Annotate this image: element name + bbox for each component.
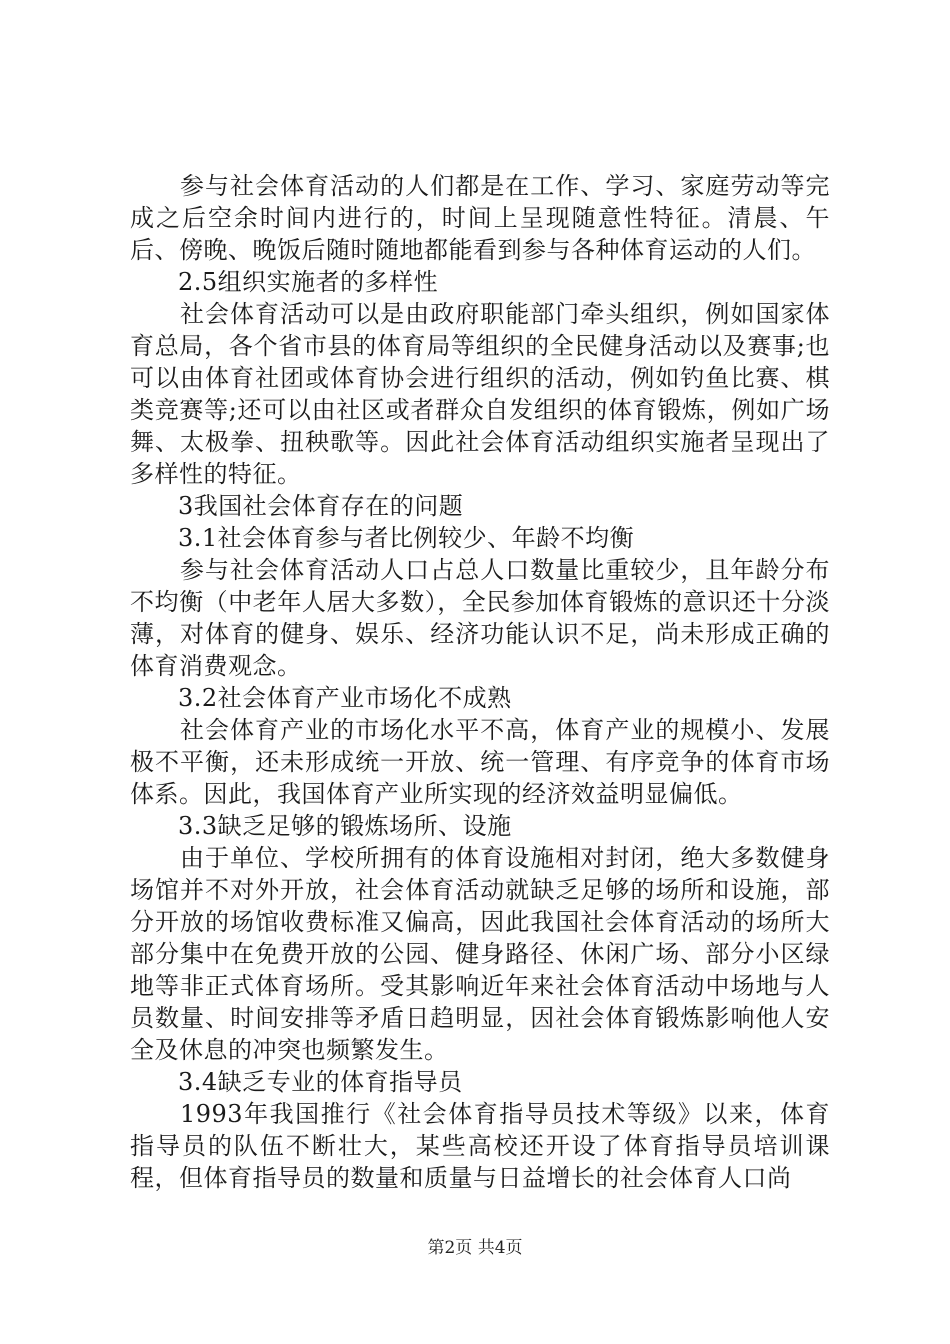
paragraph: 参与社会体育活动的人们都是在工作、学习、家庭劳动等完成之后空余时间内进行的，时间上呈现随意性特征。清晨、午后、傍晚、晚饭后随时随地都能看到参与各种体育运动的人们。 [130,172,830,264]
section-heading: 3.1社会体育参与者比例较少、年龄不均衡 [178,524,635,552]
paragraph: 参与社会体育活动人口占总人口数量比重较少，且年龄分布不均衡（中老年人居大多数），全民参加体育锻炼的意识还十分淡薄，对体育的健身、娱乐、经济功能认识不足，尚未形成正确的体育消费观念。 [130,556,830,680]
page-footer [0,1238,950,1258]
section-heading: 3.4缺乏专业的体育指导员 [178,1068,463,1096]
paragraph: 社会体育产业的市场化水平不高，体育产业的规模小、发展极不平衡，还未形成统一开放、统一管理、有序竞争的体育市场体系。因此，我国体育产业所实现的经济效益明显偏低。 [130,716,830,808]
document-body [130,170,830,1194]
section-heading: 2.5组织实施者的多样性 [178,268,439,296]
page-number: 第2页 共4页 [427,1238,523,1258]
section-heading: 3.2社会体育产业市场化不成熟 [178,684,512,712]
section-heading: 3我国社会体育存在的问题 [178,492,464,520]
paragraph: 由于单位、学校所拥有的体育设施相对封闭，绝大多数健身场馆并不对外开放，社会体育活动就缺乏足够的场所和设施，部分开放的场馆收费标准又偏高，因此我国社会体育活动的场所大部分集中在免费开放的公园、健身路径、休闲广场、部分小区绿地等非正式体育场所。受其影响近年来社会体育活动中场地与人员数量、时间安排等矛盾日趋明显，因社会体育锻炼影响他人安全及休息的冲突也频繁发生。 [130,844,830,1064]
section-heading: 3.3缺乏足够的锻炼场所、设施 [178,812,512,840]
paragraph: 1993年我国推行《社会体育指导员技术等级》以来，体育指导员的队伍不断壮大，某些高校还开设了体育指导员培训课程，但体育指导员的数量和质量与日益增长的社会体育人口尚 [130,1100,830,1192]
paragraph: 社会体育活动可以是由政府职能部门牵头组织，例如国家体育总局，各个省市县的体育局等组织的全民健身活动以及赛事;也可以由体育社团或体育协会进行组织的活动，例如钓鱼比赛、棋类竞赛等;还可以由社区或者群众自发组织的体育锻炼，例如广场舞、太极拳、扭秧歌等。因此社会体育活动组织实施者呈现出了多样性的特征。 [130,300,830,488]
